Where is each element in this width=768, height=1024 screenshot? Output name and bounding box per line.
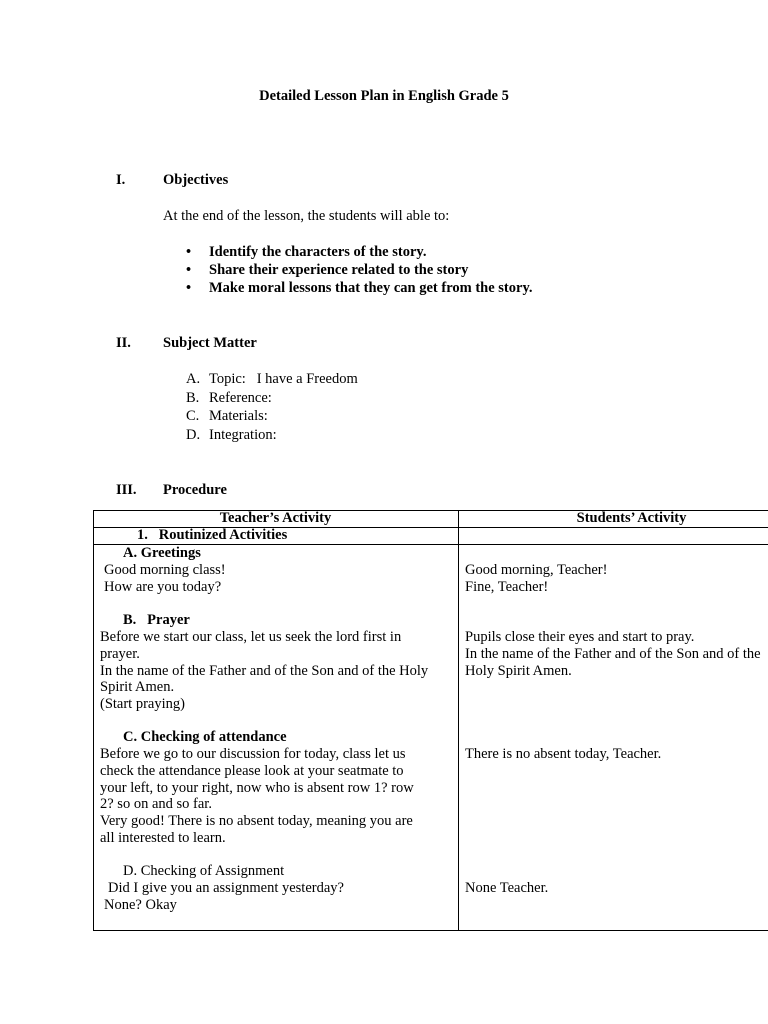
list-item: B. Reference: [186,389,272,406]
prayer-students-text: Pupils close their eyes and start to pray. In the name of the Father and of the Son and of the Holy Spirit Amen. [465,629,761,679]
section-heading-procedure: Procedure [163,482,227,498]
greetings-students-text: Good morning, Teacher! Fine, Teacher! [465,562,608,595]
routinized-activities-heading: 1. Routinized Activities [137,527,288,543]
section-number-objectives: I. [116,172,126,188]
attendance-students-text: There is no absent today, Teacher. [465,746,662,762]
objectives-list [186,243,533,297]
subject-matter-list [186,370,358,444]
section-number-subject-matter: II. [116,335,131,351]
assignment-heading: D. Checking of Assignment [123,863,285,879]
list-item: A. Topic: I have a Freedom [186,371,358,387]
bullet-icon: • [186,244,192,260]
list-item: • Share their experience related to the story [186,262,469,278]
list-item: • Identify the characters of the story. [186,244,427,260]
assignment-students-text: None Teacher. [465,880,549,896]
attendance-heading: C. Checking of attendance [123,729,287,745]
header-students-activity: Students’ Activity [576,510,687,526]
list-item: C. Materials: [186,408,268,424]
section-heading-objectives: Objectives [163,172,229,188]
section-number-procedure: III. [116,482,137,498]
list-item: • Make moral lessons that they can get from the story. [186,280,533,296]
greetings-heading: A. Greetings [123,545,201,561]
document-title: Detailed Lesson Plan in English Grade 5 [259,88,509,104]
attendance-teacher-text: Before we go to our discussion for today, class let us check the attendance please look at your seatmate to your left, to your right, now who is absent row 1? row 2? so on and so far. Very good! There is no absent today, meaning you are all interested to learn. [100,746,414,846]
list-item: D. Integration: [186,426,277,443]
prayer-teacher-text: Before we start our class, let us seek the lord first in prayer. In the name of the Father and of the Son and of the Holy Spirit Amen. (Start praying) [100,629,429,713]
bullet-icon: • [186,262,192,278]
greetings-teacher-text: Good morning class! How are you today? [104,562,226,595]
prayer-heading: B. Prayer [123,612,190,628]
objectives-intro: At the end of the lesson, the students will able to: [163,208,450,224]
bullet-icon: • [186,280,192,296]
column-divider [458,510,459,931]
header-teacher-activity: Teacher’s Activity [219,510,332,526]
section-heading-subject-matter: Subject Matter [163,335,257,351]
assignment-teacher-text: Did I give you an assignment yesterday? None? Okay [104,880,344,913]
